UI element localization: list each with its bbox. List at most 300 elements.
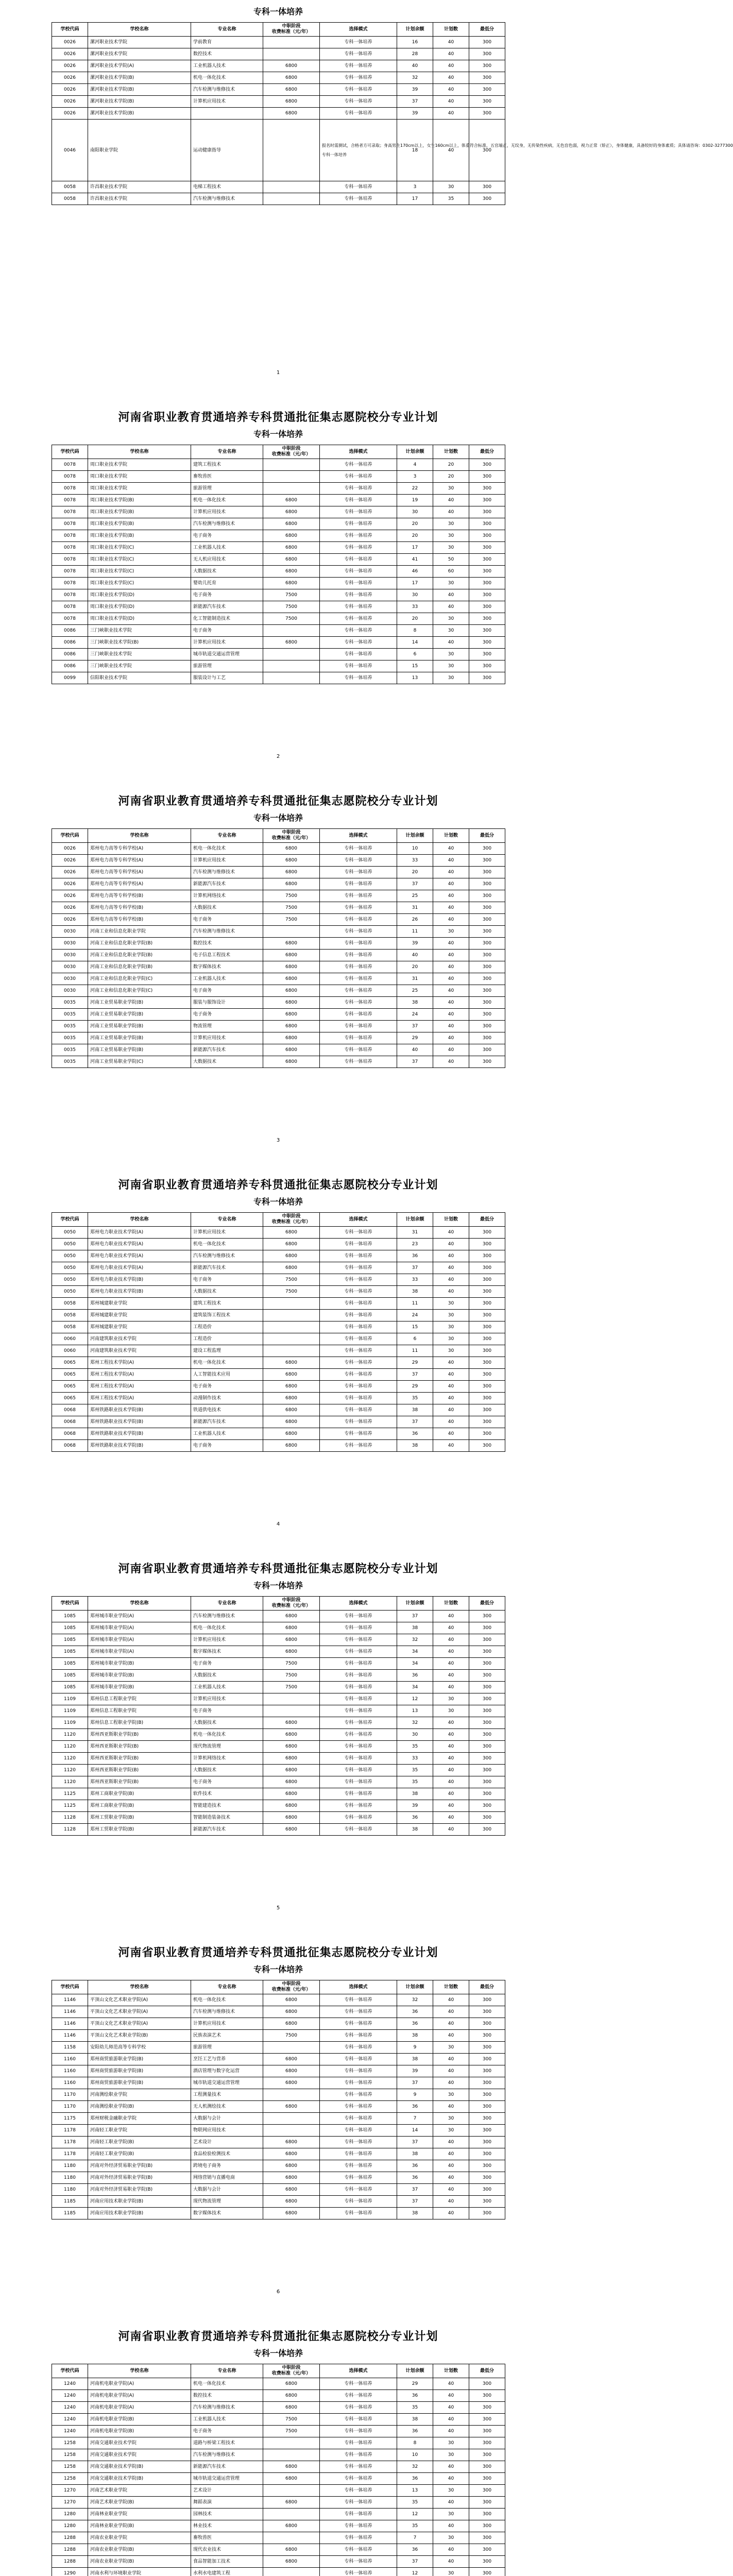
cell-major-name: 数字媒体技术 (191, 1646, 263, 1658)
cell-plan-remaining: 37 (397, 2077, 433, 2089)
cell-min-score: 300 (469, 1056, 505, 1068)
table-row (52, 589, 505, 601)
cell-plan-count: 20 (433, 471, 469, 483)
cell-select-mode: 专科一体培养 (320, 1440, 397, 1452)
cell-fee-standard: 6800 (263, 2018, 320, 2030)
cell-select-mode: 专科一体培养 (320, 1765, 397, 1776)
cell-school-name: 郑州商贸旅游职业学院(B) (88, 2054, 191, 2065)
cell-min-score: 300 (469, 1440, 505, 1452)
cell-school-code: 0026 (52, 96, 88, 108)
table-body (52, 1611, 505, 1836)
cell-school-code: 1180 (52, 2184, 88, 2196)
column-header-major-name: 专业名称 (191, 829, 263, 843)
cell-school-code: 0078 (52, 495, 88, 506)
cell-school-name: 郑州工贸职业学院(B) (88, 1824, 191, 1836)
cell-plan-remaining: 24 (397, 1310, 433, 1321)
cell-fee-standard: 6800 (263, 1824, 320, 1836)
column-header-plan-count: 计划数 (433, 445, 469, 459)
cell-plan-remaining: 38 (397, 1824, 433, 1836)
cell-min-score: 300 (469, 973, 505, 985)
cell-school-name: 河南林业职业学院(B) (88, 2520, 191, 2532)
column-header-select-mode: 选择模式 (320, 445, 397, 459)
cell-major-name: 新能源汽车技术 (191, 1044, 263, 1056)
cell-school-name: 河南交通职业技术学院 (88, 2449, 191, 2461)
document-page (0, 1919, 556, 2303)
cell-plan-remaining: 37 (397, 878, 433, 890)
cell-min-score: 300 (469, 2426, 505, 2437)
cell-school-code: 0078 (52, 589, 88, 601)
column-header-major-name: 专业名称 (191, 23, 263, 37)
cell-select-mode: 专科一体培养 (320, 1369, 397, 1381)
cell-select-mode: 专科一体培养 (320, 2497, 397, 2509)
column-header-plan-remaining: 计划余额 (397, 2364, 433, 2378)
cell-plan-count: 40 (433, 1032, 469, 1044)
cell-fee-standard: 6800 (263, 1717, 320, 1729)
cell-plan-count: 30 (433, 530, 469, 542)
cell-school-code: 1085 (52, 1646, 88, 1658)
cell-major-name: 大数据技术 (191, 1056, 263, 1068)
cell-school-code: 0026 (52, 72, 88, 84)
cell-school-code: 0050 (52, 1227, 88, 1239)
cell-select-mode: 专科一体培养 (320, 601, 397, 613)
cell-plan-remaining: 15 (397, 660, 433, 672)
cell-plan-count: 40 (433, 2006, 469, 2018)
cell-min-score: 300 (469, 2054, 505, 2065)
cell-plan-remaining: 37 (397, 1056, 433, 1068)
cell-school-name: 郑州西亚斯职业学院(B) (88, 1753, 191, 1765)
cell-school-name: 郑州信息工程职业学院 (88, 1705, 191, 1717)
cell-plan-count: 40 (433, 1646, 469, 1658)
cell-min-score: 300 (469, 2148, 505, 2160)
cell-major-name: 大数据与会计 (191, 2184, 263, 2196)
table-row (52, 902, 505, 914)
cell-plan-remaining: 12 (397, 2568, 433, 2576)
mode-text: 专科一体培养 (322, 152, 347, 157)
cell-school-code: 1120 (52, 1741, 88, 1753)
cell-fee-standard (263, 660, 320, 672)
cell-major-name: 人工智能技术应用 (191, 1369, 263, 1381)
cell-school-code: 1178 (52, 2125, 88, 2137)
cell-school-code: 1270 (52, 2485, 88, 2497)
cell-plan-remaining: 11 (397, 1345, 433, 1357)
cell-plan-count: 30 (433, 649, 469, 660)
cell-plan-count: 40 (433, 108, 469, 120)
cell-plan-count: 40 (433, 96, 469, 108)
cell-major-name: 工程造价 (191, 1333, 263, 1345)
cell-school-name: 郑州西亚斯职业学院(B) (88, 1765, 191, 1776)
cell-min-score: 300 (469, 483, 505, 495)
cell-select-mode: 专科一体培养 (320, 589, 397, 601)
cell-min-score: 300 (469, 2042, 505, 2054)
cell-plan-remaining: 29 (397, 1381, 433, 1393)
cell-school-code: 0026 (52, 843, 88, 855)
table-row (52, 1682, 505, 1693)
table-body (52, 2378, 505, 2576)
cell-min-score: 300 (469, 2414, 505, 2426)
cell-school-name: 漯河职业技术学院 (88, 37, 191, 48)
cell-plan-remaining: 38 (397, 2030, 433, 2042)
table-row (52, 1239, 505, 1250)
header-row (52, 1980, 505, 1994)
table-row (52, 1634, 505, 1646)
cell-select-mode: 专科一体培养 (320, 554, 397, 566)
cell-fee-standard (263, 37, 320, 48)
cell-plan-count: 30 (433, 613, 469, 625)
cell-fee-standard: 6800 (263, 1765, 320, 1776)
cell-plan-remaining: 33 (397, 601, 433, 613)
cell-min-score: 300 (469, 1009, 505, 1021)
cell-fee-standard: 6800 (263, 1646, 320, 1658)
cell-select-mode: 专科一体培养 (320, 518, 397, 530)
cell-plan-count: 40 (433, 2196, 469, 2208)
cell-plan-count: 40 (433, 1009, 469, 1021)
plan-table (52, 2364, 505, 2576)
cell-school-name: 周口职业技术学院(B) (88, 530, 191, 542)
column-header-plan-count: 计划数 (433, 2364, 469, 2378)
column-header-min-score: 最低分 (469, 2364, 505, 2378)
cell-school-code: 1125 (52, 1788, 88, 1800)
table-row (52, 890, 505, 902)
table-row (52, 2148, 505, 2160)
cell-plan-count: 40 (433, 1357, 469, 1369)
cell-plan-count: 40 (433, 1741, 469, 1753)
cell-plan-count: 40 (433, 938, 469, 950)
cell-school-name: 河南建筑职业技术学院 (88, 1345, 191, 1357)
cell-school-code: 1109 (52, 1717, 88, 1729)
cell-school-name: 周口职业技术学院(C) (88, 554, 191, 566)
cell-min-score: 300 (469, 578, 505, 589)
column-header-fee-standard: 中职阶段 收费标准（元/年） (263, 1980, 320, 1994)
cell-school-name: 河南工业贸易职业学院(B) (88, 1044, 191, 1056)
table-row (52, 84, 505, 96)
cell-plan-remaining: 37 (397, 2184, 433, 2196)
column-header-select-mode: 选择模式 (320, 1980, 397, 1994)
header-row (52, 2364, 505, 2378)
cell-select-mode: 专科一体培养 (320, 625, 397, 637)
cell-fee-standard: 6800 (263, 855, 320, 867)
table-row (52, 2125, 505, 2137)
cell-min-score: 300 (469, 1788, 505, 1800)
cell-fee-standard: 6800 (263, 1369, 320, 1381)
cell-major-name: 跨境电子商务 (191, 2160, 263, 2172)
cell-plan-count: 40 (433, 1622, 469, 1634)
cell-school-name: 郑州工程技术学院(A) (88, 1393, 191, 1404)
cell-major-name: 新能源汽车技术 (191, 1416, 263, 1428)
cell-select-mode: 专科一体培养 (320, 2006, 397, 2018)
cell-fee-standard: 6800 (263, 1741, 320, 1753)
cell-plan-remaining: 39 (397, 1800, 433, 1812)
cell-plan-remaining: 36 (397, 2544, 433, 2556)
table-row (52, 37, 505, 48)
cell-min-score: 300 (469, 2077, 505, 2089)
cell-plan-remaining: 38 (397, 2148, 433, 2160)
cell-min-score: 300 (469, 1670, 505, 1682)
cell-plan-count: 30 (433, 1345, 469, 1357)
cell-plan-count: 40 (433, 1227, 469, 1239)
cell-fee-standard: 6800 (263, 1056, 320, 1068)
cell-school-code: 0058 (52, 1298, 88, 1310)
cell-plan-count: 40 (433, 2208, 469, 2219)
cell-select-mode: 专科一体培养 (320, 1670, 397, 1682)
cell-plan-count: 30 (433, 483, 469, 495)
cell-major-name: 计算机应用技术 (191, 96, 263, 108)
table-header (52, 445, 505, 459)
cell-fee-standard: 6800 (263, 96, 320, 108)
table-row (52, 2509, 505, 2520)
cell-select-mode: 专科一体培养 (320, 1227, 397, 1239)
cell-major-name: 计算机应用技术 (191, 1634, 263, 1646)
cell-school-name: 河南水利与环境职业学院 (88, 2568, 191, 2576)
cell-plan-remaining: 38 (397, 1622, 433, 1634)
column-header-min-score: 最低分 (469, 1213, 505, 1227)
column-header-min-score: 最低分 (469, 1597, 505, 1611)
table-row (52, 2042, 505, 2054)
cell-school-name: 河南工业和信息化职业学院(B) (88, 938, 191, 950)
cell-plan-remaining: 3 (397, 471, 433, 483)
cell-select-mode: 专科一体培养 (320, 578, 397, 589)
document-page (0, 2303, 556, 2576)
cell-school-code: 0078 (52, 530, 88, 542)
cell-school-name: 河南工业和信息化职业学院 (88, 926, 191, 938)
cell-school-code: 1120 (52, 1729, 88, 1741)
cell-plan-remaining: 34 (397, 1646, 433, 1658)
cell-plan-count: 40 (433, 1682, 469, 1693)
cell-school-code: 0078 (52, 613, 88, 625)
cell-school-code: 0026 (52, 48, 88, 60)
cell-plan-remaining: 35 (397, 1765, 433, 1776)
table-row (52, 2006, 505, 2018)
cell-fee-standard: 6800 (263, 2148, 320, 2160)
cell-school-code: 1128 (52, 1824, 88, 1836)
cell-plan-remaining: 11 (397, 926, 433, 938)
cell-major-name: 民族表演艺术 (191, 2030, 263, 2042)
column-header-school-code: 学校代码 (52, 829, 88, 843)
cell-plan-remaining: 32 (397, 1994, 433, 2006)
cell-min-score: 300 (469, 1286, 505, 1298)
cell-school-name: 郑州城市职业学院(B) (88, 1682, 191, 1693)
cell-major-name: 物联网应用技术 (191, 2125, 263, 2137)
table-row (52, 1753, 505, 1765)
cell-select-mode: 专科一体培养 (320, 2148, 397, 2160)
cell-school-name: 河南农业职业学院 (88, 2532, 191, 2544)
table-row (52, 1765, 505, 1776)
cell-select-mode: 专科一体培养 (320, 1622, 397, 1634)
cell-fee-standard: 7500 (263, 1658, 320, 1670)
cell-major-name: 电子商务 (191, 1009, 263, 1021)
cell-select-mode: 专科一体培养 (320, 2196, 397, 2208)
cell-school-name: 周口职业技术学院(D) (88, 589, 191, 601)
cell-major-name: 汽车检测与维修技术 (191, 1611, 263, 1622)
cell-plan-count: 40 (433, 1393, 469, 1404)
table-row (52, 973, 505, 985)
cell-plan-remaining: 32 (397, 72, 433, 84)
cell-major-name: 电子商务 (191, 530, 263, 542)
cell-school-name: 安阳幼儿师范高等专科学校 (88, 2042, 191, 2054)
cell-major-name: 电子商务 (191, 2426, 263, 2437)
table-row (52, 2077, 505, 2089)
cell-major-name: 水利水电建筑工程 (191, 2568, 263, 2576)
cell-school-name: 河南交通职业技术学院 (88, 2437, 191, 2449)
cell-school-code: 1240 (52, 2378, 88, 2390)
cell-select-mode: 专科一体培养 (320, 961, 397, 973)
page-number: 6 (276, 2289, 280, 2295)
cell-plan-remaining: 46 (397, 566, 433, 578)
cell-plan-count: 40 (433, 1670, 469, 1682)
cell-school-name: 河南农业职业学院(B) (88, 2556, 191, 2568)
page-subtitle: 专科一体培养 (253, 1964, 303, 1974)
cell-school-code: 0078 (52, 459, 88, 471)
cell-school-name: 河南交通职业技术学院(B) (88, 2473, 191, 2485)
cell-min-score: 300 (469, 1776, 505, 1788)
cell-school-code: 1170 (52, 2101, 88, 2113)
table-row (52, 1310, 505, 1321)
cell-plan-count: 30 (433, 2089, 469, 2101)
cell-min-score: 300 (469, 2065, 505, 2077)
cell-plan-count: 40 (433, 2018, 469, 2030)
cell-school-name: 郑州工程技术学院(A) (88, 1381, 191, 1393)
cell-plan-remaining: 34 (397, 1658, 433, 1670)
cell-plan-count: 40 (433, 2054, 469, 2065)
cell-major-name: 工业机器人技术 (191, 1682, 263, 1693)
cell-plan-remaining: 26 (397, 914, 433, 926)
cell-major-name: 机电一体化技术 (191, 1729, 263, 1741)
cell-select-mode: 专科一体培养 (320, 193, 397, 205)
cell-plan-remaining: 38 (397, 997, 433, 1009)
column-header-school-code: 学校代码 (52, 23, 88, 37)
cell-fee-standard (263, 2485, 320, 2497)
cell-major-name: 工业机器人技术 (191, 973, 263, 985)
table-header (52, 829, 505, 843)
cell-min-score: 300 (469, 2030, 505, 2042)
cell-plan-count: 30 (433, 2509, 469, 2520)
cell-fee-standard: 6800 (263, 1440, 320, 1452)
cell-plan-remaining: 36 (397, 2101, 433, 2113)
cell-fee-standard: 6800 (263, 1250, 320, 1262)
cell-select-mode: 专科一体培养 (320, 1611, 397, 1622)
column-header-school-code: 学校代码 (52, 1980, 88, 1994)
cell-select-mode: 专科一体培养 (320, 530, 397, 542)
cell-plan-count: 40 (433, 1262, 469, 1274)
cell-min-score: 300 (469, 2125, 505, 2137)
cell-min-score: 300 (469, 1404, 505, 1416)
cell-major-name: 建设工程监理 (191, 1345, 263, 1357)
column-header-school-name: 学校名称 (88, 1980, 191, 1994)
cell-school-code: 0050 (52, 1262, 88, 1274)
cell-select-mode: 专科一体培养 (320, 1729, 397, 1741)
cell-fee-standard (263, 2437, 320, 2449)
cell-fee-standard: 6800 (263, 1393, 320, 1404)
cell-major-name: 大数据与会计 (191, 2113, 263, 2125)
page-number: 3 (276, 1138, 280, 1143)
cell-plan-remaining: 30 (397, 1729, 433, 1741)
cell-plan-count: 40 (433, 2160, 469, 2172)
cell-plan-count: 40 (433, 2544, 469, 2556)
cell-min-score: 300 (469, 2378, 505, 2390)
table-row (52, 1262, 505, 1274)
cell-school-name: 河南机电职业学院(B) (88, 2414, 191, 2426)
cell-select-mode: 专科一体培养 (320, 459, 397, 471)
cell-school-code: 0035 (52, 997, 88, 1009)
page-number: 5 (276, 1905, 280, 1911)
cell-fee-standard: 6800 (263, 1239, 320, 1250)
cell-plan-remaining: 8 (397, 625, 433, 637)
cell-plan-count: 40 (433, 2473, 469, 2485)
cell-school-code: 1240 (52, 2390, 88, 2402)
cell-select-mode: 专科一体培养 (320, 566, 397, 578)
cell-school-code: 0030 (52, 938, 88, 950)
table-header (52, 1597, 505, 1611)
cell-major-name: 运动健康指导 (191, 120, 263, 181)
cell-plan-remaining: 37 (397, 1416, 433, 1428)
cell-school-code: 0026 (52, 108, 88, 120)
table-row (52, 843, 505, 855)
cell-plan-count: 30 (433, 1310, 469, 1321)
cell-select-mode: 专科一体培养 (320, 483, 397, 495)
cell-plan-count: 40 (433, 855, 469, 867)
cell-min-score: 300 (469, 902, 505, 914)
cell-major-name: 大数据技术 (191, 566, 263, 578)
cell-major-name: 电子信息工程技术 (191, 950, 263, 961)
cell-major-name: 数字媒体技术 (191, 2208, 263, 2219)
cell-select-mode: 专科一体培养 (320, 2030, 397, 2042)
cell-plan-remaining: 12 (397, 1693, 433, 1705)
cell-major-name: 汽车检测与维修技术 (191, 193, 263, 205)
column-header-fee-standard: 中职阶段 收费标准（元/年） (263, 1597, 320, 1611)
cell-plan-count: 40 (433, 2556, 469, 2568)
cell-select-mode: 专科一体培养 (320, 1693, 397, 1705)
cell-major-name: 大数据技术 (191, 1286, 263, 1298)
cell-plan-remaining: 36 (397, 1428, 433, 1440)
cell-select-mode: 专科一体培养 (320, 1753, 397, 1765)
cell-plan-remaining: 37 (397, 1021, 433, 1032)
cell-major-name: 智能制造装备技术 (191, 1812, 263, 1824)
cell-plan-remaining: 15 (397, 1321, 433, 1333)
cell-school-name: 郑州商贸旅游职业学院(B) (88, 2077, 191, 2089)
cell-major-name: 计算机应用技术 (191, 1032, 263, 1044)
cell-min-score: 300 (469, 2568, 505, 2576)
cell-plan-remaining: 37 (397, 2137, 433, 2148)
cell-plan-remaining: 31 (397, 1227, 433, 1239)
cell-fee-standard: 6800 (263, 1044, 320, 1056)
cell-school-code: 0068 (52, 1416, 88, 1428)
table-row (52, 1298, 505, 1310)
cell-select-mode: 专科一体培养 (320, 926, 397, 938)
cell-fee-standard: 7500 (263, 601, 320, 613)
cell-school-code: 1146 (52, 2018, 88, 2030)
cell-school-name: 周口职业技术学院(B) (88, 506, 191, 518)
cell-min-score: 300 (469, 589, 505, 601)
cell-min-score: 300 (469, 890, 505, 902)
header-row (52, 445, 505, 459)
cell-major-name: 艺术设计 (191, 2485, 263, 2497)
cell-school-code: 1258 (52, 2461, 88, 2473)
cell-plan-count: 30 (433, 2042, 469, 2054)
cell-fee-standard: 6800 (263, 1800, 320, 1812)
table-row (52, 855, 505, 867)
cell-school-code: 1290 (52, 2568, 88, 2576)
cell-plan-count: 30 (433, 660, 469, 672)
cell-select-mode: 专科一体培养 (320, 997, 397, 1009)
table-row (52, 1021, 505, 1032)
plan-table (52, 828, 505, 1068)
cell-min-score: 300 (469, 2184, 505, 2196)
cell-select-mode: 专科一体培养 (320, 902, 397, 914)
cell-plan-remaining: 37 (397, 96, 433, 108)
cell-school-code: 0058 (52, 1310, 88, 1321)
cell-school-code: 0086 (52, 649, 88, 660)
cell-school-code: 0078 (52, 554, 88, 566)
table-row (52, 2497, 505, 2509)
